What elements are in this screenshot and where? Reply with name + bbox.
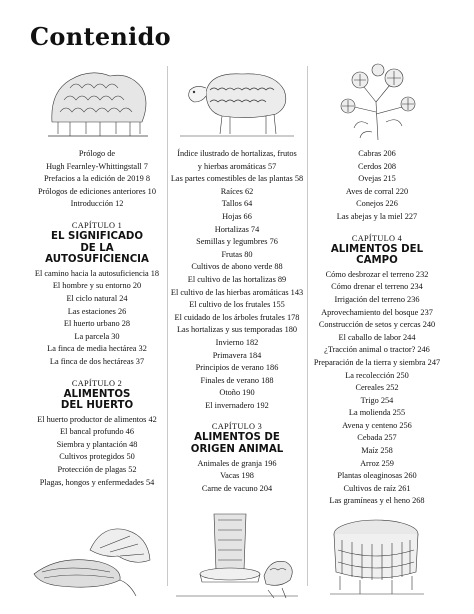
toc-list	[310, 148, 444, 508]
chapter-title	[170, 432, 304, 455]
toc-entry: La finca de media hectárea 32	[47, 344, 147, 354]
toc-column-1	[30, 62, 164, 600]
toc-entry: El cuidado de los árboles frutales 178	[174, 312, 300, 322]
poultry-feeder-illustration	[170, 510, 304, 600]
toc-entry: Cultivos protegidos 50	[59, 452, 135, 462]
toc-entry: El hombre y su entorno 20	[52, 281, 142, 291]
toc-entry: El cultivo de las hortalizas 89	[187, 274, 287, 284]
toc-entry: Conejos 226	[356, 199, 398, 209]
toc-entry: El cultivo de las hierbas aromáticas 143	[170, 287, 304, 297]
toc-entry: Avena y centeno 256	[342, 420, 412, 430]
toc-entry: Tallos 64	[221, 199, 253, 209]
chapter-title	[30, 389, 164, 412]
chapter-title-line: ALIMENTOS	[63, 388, 131, 400]
sheep-illustration	[170, 62, 304, 142]
chapter-title-line: ALIMENTOS DE	[194, 432, 280, 444]
toc-entry: Trigo 254	[360, 395, 394, 405]
toc-entry: Plantas oleaginosas 260	[337, 471, 417, 481]
toc-entry: Maíz 258	[361, 446, 393, 456]
toc-entry: Frutas 80	[221, 249, 253, 259]
toc-entry: Finales de verano 188	[200, 375, 274, 385]
toc-entry: Las estaciones 26	[67, 306, 127, 316]
toc-entry: El camino hacia la autosuficiencia 18	[34, 268, 160, 278]
toc-entry: El ciclo natural 24	[66, 293, 128, 303]
toc-entry: El huerto productor de alimentos 42	[37, 414, 157, 424]
toc-entry: Raíces 62	[220, 186, 254, 196]
toc-entry: El invernadero 192	[205, 400, 269, 410]
toc-entry: Las gramíneas y el heno 268	[329, 496, 425, 506]
toc-entry: y hierbas aromáticas 57	[197, 161, 277, 171]
toc-entry: Las abejas y la miel 227	[336, 211, 418, 221]
toc-entry: Prólogo de	[78, 149, 116, 158]
toc-entry: Las partes comestibles de las plantas 58	[170, 174, 304, 184]
toc-entry: La parcela 30	[74, 331, 120, 341]
toc-entry: ¿Tracción animal o tractor? 246	[324, 345, 430, 355]
toc-entry: Principios de verano 186	[195, 363, 279, 373]
toc-entry: Plagas, hongos y enfermedades 54	[39, 477, 155, 487]
toc-entry: Introducción 12	[70, 199, 124, 209]
toc-entry: Prefacios a la edición de 2019 8	[44, 174, 150, 184]
chapter-number: CAPÍTULO 2	[71, 378, 123, 388]
toc-entry: Hojas 66	[222, 211, 252, 221]
chapter-title-line: ORIGEN ANIMAL	[190, 444, 284, 456]
toc-entry: Aprovechamiento del bosque 237	[321, 307, 433, 317]
toc-entry: La recolección 250	[345, 370, 409, 380]
toc-entry: Construcción de setos y cercas 240	[318, 320, 436, 330]
toc-entry: Cómo drenar el terreno 234	[331, 282, 423, 292]
chapter-title-line: ALIMENTOS DEL CAMPO	[330, 243, 424, 267]
toc-entry: Hugh Fearnley-Whittingstall 7	[46, 161, 148, 171]
toc-entry: Hortalizas 74	[214, 224, 260, 234]
toc-entry: Ovejas 215	[358, 174, 396, 184]
toc-entry: Aves de corral 220	[345, 186, 409, 196]
toc-entry: El bancal profundo 46	[60, 427, 134, 437]
toc-list	[170, 148, 304, 495]
toc-entry: Cabras 206	[358, 149, 396, 158]
toc-entry: Primavera 184	[212, 350, 262, 360]
toc-entry: Prólogos de ediciones anteriores 10	[38, 186, 156, 196]
toc-entry: Cultivos de raíz 261	[343, 483, 411, 493]
page-title: Contenido	[30, 22, 171, 51]
toc-entry: Animales de granja 196	[197, 458, 277, 468]
toc-entry: Irrigación del terreno 236	[334, 294, 420, 304]
toc-entry: Cómo desbrozar el terreno 232	[325, 269, 429, 279]
toc-entry: El caballo de labor 244	[338, 332, 416, 342]
flowers-illustration	[310, 62, 444, 142]
toc-column-3	[310, 62, 444, 600]
chapter-title-line: DEL HUERTO	[60, 400, 134, 412]
toc-entry: Arroz 259	[360, 458, 394, 468]
hay-rick-illustration	[310, 510, 444, 600]
toc-entry: Protección de plagas 52	[57, 465, 137, 475]
toc-entry: Semillas y legumbres 76	[196, 237, 278, 247]
toc-entry: Vacas 198	[220, 471, 254, 481]
toc-entry: Cereales 252	[355, 383, 399, 393]
toc-entry: Cebada 257	[357, 433, 397, 443]
toc-entry: La finca de dos hectáreas 37	[49, 356, 145, 366]
toc-list	[30, 148, 164, 489]
toc-entry: Carne de vacuno 204	[201, 483, 273, 493]
toc-entry: Invierno 182	[215, 337, 259, 347]
chapter-title	[30, 231, 164, 266]
chapter-title-line: DE LA	[80, 242, 114, 254]
toc-entry: Las hortalizas y sus temporadas 180	[176, 325, 298, 335]
toc-entry: Siembra y plantación 48	[56, 439, 138, 449]
toc-entry: Cultivos de abono verde 88	[191, 262, 283, 272]
marrow-illustration	[30, 510, 164, 600]
chapter-number: CAPÍTULO 3	[211, 422, 263, 432]
toc-entry: Preparación de la tierra y siembra 247	[313, 357, 441, 367]
hedge-illustration	[30, 62, 164, 142]
column-divider	[167, 66, 168, 586]
toc-entry: Otoño 190	[219, 388, 255, 398]
chapter-number: CAPÍTULO 4	[351, 233, 403, 243]
toc-entry: Cerdos 208	[357, 161, 397, 171]
chapter-title	[310, 244, 444, 267]
toc-entry: El cultivo de los frutales 155	[189, 300, 285, 310]
toc-column-2	[170, 62, 304, 600]
chapter-title-line: EL SIGNIFICADO	[50, 230, 144, 242]
toc-entry: El huerto urbano 28	[63, 319, 131, 329]
chapter-number: CAPÍTULO 1	[71, 220, 123, 230]
toc-entry: Índice ilustrado de hortalizas, frutos	[177, 149, 297, 158]
toc-entry: La molienda 255	[348, 408, 406, 418]
chapter-title-line: AUTOSUFICIENCIA	[45, 254, 149, 266]
column-divider	[307, 66, 308, 586]
